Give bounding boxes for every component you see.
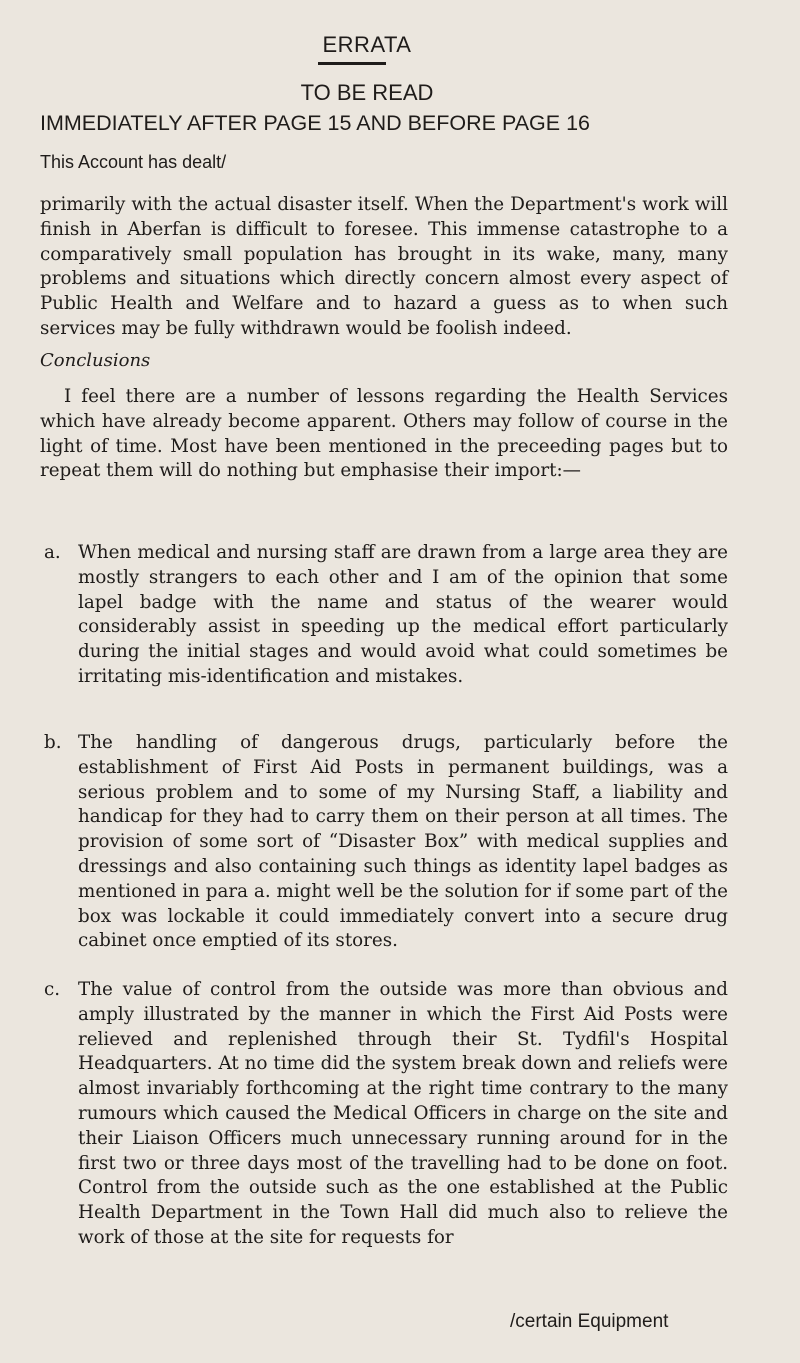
list-item-c [44, 978, 728, 1251]
conclusions-heading: Conclusions [40, 350, 151, 371]
list-item-a [44, 541, 728, 690]
lead-in-text: This Account has dealt/ [40, 152, 227, 172]
list-item-text: The value of control from the outside was more than obvious and amply illustrated by the manner in which the First Aid Posts were relieved and replenished through their St. Tydfil's Hospital Headquarters. At no time did the system break down and reliefs were almost invariably forthcoming at the right time contrary to the many rumours which caused the Medical Officers in charge on the site and their Liaison Officers much unnecessary running around for in the first two or three days most of the travelling had to be done on foot. Control from the outside such as the one established at the Public Health Department in the Town Hall did much also to relieve the work of those at the site for requests for [78, 979, 728, 1248]
list-item-label: b. [44, 732, 62, 753]
list-item-b [44, 731, 728, 954]
paragraph-1: primarily with the actual disaster itself. When the Department's work will finish in Aberfan is difficult to foresee. This immense catastrophe to a comparatively small population has brought in its wake, many, many problems and situations which directly concern almost every aspect of Public Health and Welfare and to hazard a guess as to when such services may be fully withdrawn would be foolish indeed. [40, 194, 728, 339]
continuation-catchword: /certain Equipment [510, 1311, 669, 1332]
paragraph-2: I feel there are a number of lessons regarding the Health Services which have already become apparent. Others may follow of course in the light of time. Most have been mentioned in the preceeding pages but to repeat them will do nothing but emphasise their import:— [40, 386, 728, 482]
list-item-text: The handling of dangerous drugs, particularly before the establishment of First Aid Posts in permanent buildings, was a serious problem and to some of my Nursing Staff, a liability and handicap for they had to carry them on their person at all times. The provision of some sort of “Disaster Box” with medical supplies and dressings and also containing such things as identity lapel badges as mentioned in para a. might well be the solution for if some part of the box was lockable it could immediately convert into a secure drug cabinet once emptied of its stores. [78, 732, 728, 952]
errata-title: ERRATA [322, 32, 412, 57]
title-underline [318, 62, 386, 65]
list-item-label: a. [44, 542, 61, 563]
placement-instruction: IMMEDIATELY AFTER PAGE 15 AND BEFORE PAGE 16 [40, 111, 591, 135]
list-item-label: c. [44, 979, 61, 1000]
list-item-text: When medical and nursing staff are drawn from a large area they are mostly strangers to each other and I am of the opinion that some lapel badge with the name and status of the wearer would considerably assist in speeding up the medical effort particularly during the initial stages and would avoid what could sometimes be irritating mis-identification and mistakes. [78, 542, 728, 687]
to-be-read-heading: TO BE READ [300, 80, 434, 105]
